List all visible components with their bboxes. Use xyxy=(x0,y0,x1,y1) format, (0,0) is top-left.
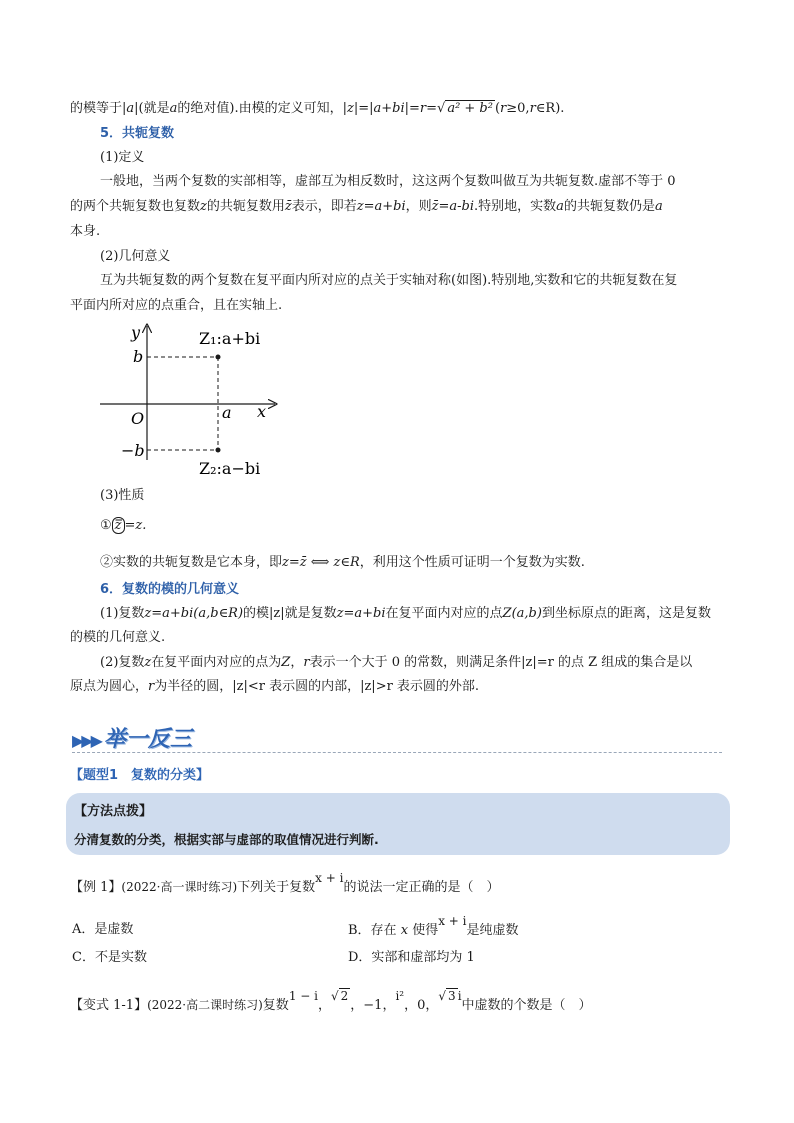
banner-title: 举一反三 xyxy=(103,727,192,752)
option-b[interactable]: B．存在 x 使得x + i是纯虚数 xyxy=(348,914,519,938)
option-d[interactable]: D．实部和虚部均为 1 xyxy=(348,950,475,965)
option-c[interactable]: C．不是实数 xyxy=(72,950,147,965)
x-axis-label: x xyxy=(257,402,267,421)
section-6-heading: 6．复数的模的几何意义 xyxy=(100,582,240,597)
z1-label: Z₁:a+bi xyxy=(199,329,261,348)
subheading-geometric-meaning: (2)几何意义 xyxy=(100,249,171,264)
subheading-properties: (3)性质 xyxy=(100,488,145,503)
variant-1-1-question: 【变式 1-1】(2022·高二课时练习)复数1 − i，√ 2，−1，i²，0，√ 3 i中虚数的个数是（ ） xyxy=(70,989,592,1013)
modulus-meaning-line-4: 原点为圆心，r为半径的圆，|z|<r 表示圆的内部，|z|>r 表示圆的外部. xyxy=(70,679,480,694)
section-5-heading: 5．共轭复数 xyxy=(100,126,175,141)
property-1: ① z̿ =z. xyxy=(100,518,147,533)
subheading-definition: (1)定义 xyxy=(100,150,145,165)
method-text: 分清复数的分类，根据实部与虚部的取值情况进行判断. xyxy=(74,832,379,847)
origin-label: O xyxy=(131,409,145,428)
banner-divider xyxy=(72,752,722,753)
definition-line-3: 本身. xyxy=(70,224,101,239)
b-label: b xyxy=(133,347,144,366)
z2-label: Z₂:a−bi xyxy=(199,459,261,478)
type-1-title: 【题型1 复数的分类】 xyxy=(70,768,210,783)
modulus-meaning-line-1: (1)复数z=a+bi(a,b∈R)的模|z|就是复数z=a+bi在复平面内对应的点Z(a,b)到坐标原点的距离，这是复数 xyxy=(100,606,711,621)
point-z2 xyxy=(216,448,221,453)
definition-line-1: 一般地，当两个复数的实部相等，虚部互为相反数时，这这两个复数叫做互为共轭复数.虚部不等于 0 xyxy=(100,174,676,189)
modulus-meaning-line-3: (2)复数z在复平面内对应的点为Z，r表示一个大于 0 的常数，则满足条件|z|=r 的点 Z 组成的集合是以 xyxy=(100,655,693,670)
practice-banner xyxy=(72,722,192,753)
method-title: 【方法点拨】 xyxy=(74,804,153,819)
neg-b-label: −b xyxy=(121,441,145,460)
banner-arrows-icon: ▶▶▶ xyxy=(72,731,100,750)
property-2: ②实数的共轭复数是它本身，即z=z̄ ⟺ z∈R，利用这个性质可证明一个复数为实数. xyxy=(100,555,585,570)
point-z1 xyxy=(216,355,221,360)
conjugate-figure xyxy=(95,320,285,480)
example-1-question: 【例 1】(2022·高一课时练习)下列关于复数x + i的说法一定正确的是（ ） xyxy=(70,871,500,895)
modulus-meaning-line-2: 的模的几何意义. xyxy=(70,630,166,645)
geometric-line-1: 互为共轭复数的两个复数在复平面内所对应的点关于实轴对称(如图).特别地,实数和它的共轭复数在复 xyxy=(100,273,678,288)
option-a[interactable]: A．是虚数 xyxy=(72,922,134,937)
a-label: a xyxy=(222,403,232,422)
definition-line-2: 的两个共轭复数也复数z的共轭复数用z̄表示，即若z=a+bi，则z̄=a-bi.特别地，实数a的共轭复数仍是a xyxy=(70,199,663,214)
geometric-line-2: 平面内所对应的点重合，且在实轴上. xyxy=(70,298,283,313)
y-axis-label: y xyxy=(131,323,141,342)
modulus-definition-line: 的模等于|a|(就是a的绝对值).由模的定义可知，|z|=|a+bi|=r=√ a² + b² (r≥0,r∈R). xyxy=(70,101,565,116)
